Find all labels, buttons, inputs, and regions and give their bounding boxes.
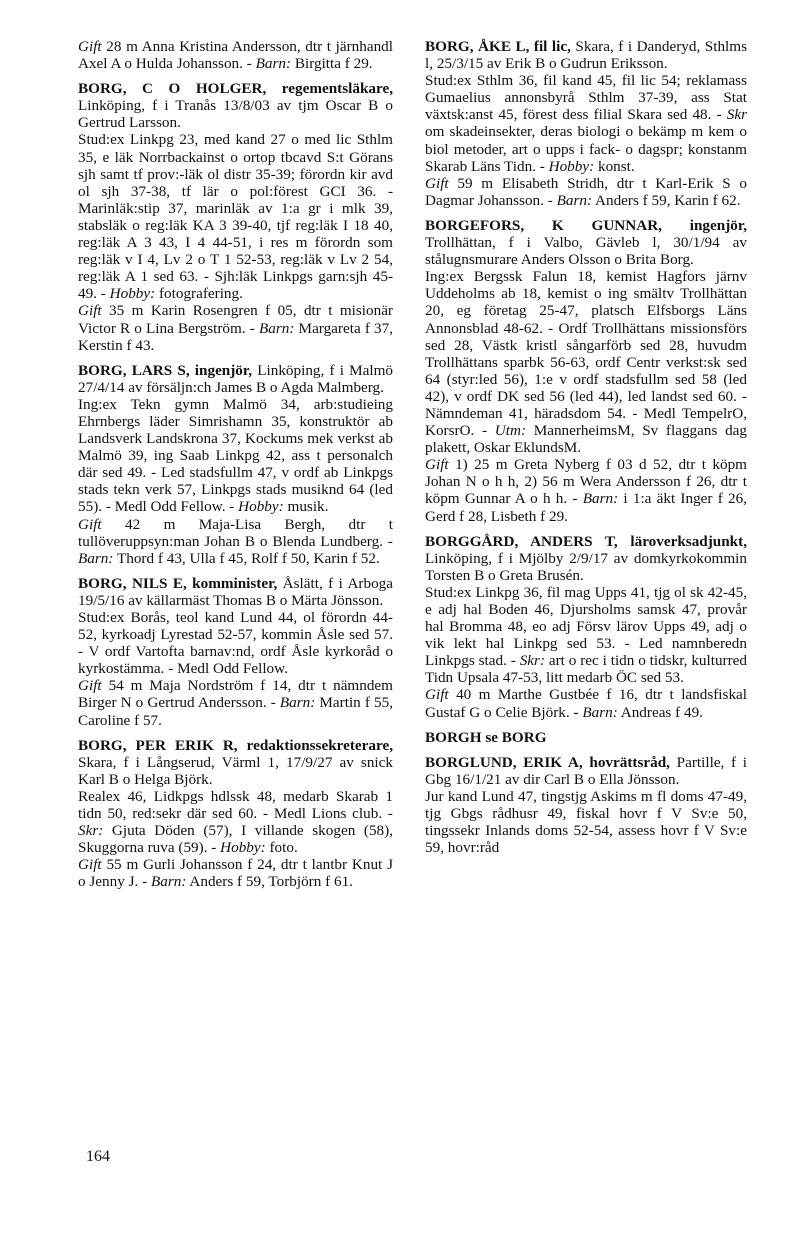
entry-career: Ing:ex Tekn gymn Malmö 34, arb:studieing Ehrnbergs läder Simrishamn 35, konstruktör ab Landsverk Landskrona 37, Kockums mek verkst ab Malmö 39, ing Saab Linkpg 42, ass t personalch där sed 49. - Led stadsfullm 47, v ordf ab Linkpgs stads tekn verk 57, Linkpgs stads musiknd 64 (led 55). - Medl Odd Fellow. -	[78, 395, 393, 516]
entry-career: Stud:ex Sthlm 36, fil kand 45, fil lic 54; reklamass Gumaelius annonsbyrå Sthlm 37-39, ass Stat växtsk:anst 45, förest dess filial Skara sed 48. -	[425, 72, 747, 124]
barn-text: Andreas f 49.	[617, 703, 703, 721]
gift-text: 42 m Maja-Lisa Bergh, dtr t tullöveruppsyn:man Johan B o Blenda Lundberg. -	[78, 515, 393, 550]
entry-borg-ake	[425, 38, 747, 209]
barn-label: Barn:	[582, 490, 619, 508]
entry-birth: Linköping, f i Mjölby 2/9/17 av domkyrkokommin Torsten B o Greta Brusén.	[425, 549, 747, 584]
page-number: 164	[86, 1148, 110, 1165]
barn-label: Barn:	[279, 694, 316, 712]
entry-borgefors	[425, 217, 747, 525]
skr-label: Skr	[726, 106, 747, 124]
entry-borggard	[425, 533, 747, 721]
barn-label: Barn:	[582, 703, 618, 721]
hobby-text: musik.	[283, 498, 329, 516]
entry-career: Stud:ex Borås, teol kand Lund 44, ol förordn 44-52, kyrkoadj Lyrestad 52-57, kommin Åsle sed 57. - V ordf Vartofta barnav:nd, ordf Åsle kyrkoråd o kyrkostämma. - Medl Odd Fellow.	[78, 609, 393, 678]
entry-borglund	[425, 754, 747, 857]
entry-borg-lars	[78, 362, 393, 567]
gift-label: Gift	[78, 515, 102, 533]
entry-career: Realex 46, Lidkpgs hdlssk 48, medarb Skarab 1 tidn 50, red:sekr där sed 60. - Medl Lions club. -	[78, 787, 393, 823]
entry-heading: BORG, ÅKE L, fil lic,	[425, 38, 571, 55]
gift-text: 40 m Marthe Gustbée f 16, dtr t landsfiskal Gustaf G o Celie Björk. -	[425, 686, 747, 721]
gift-label: Gift	[78, 38, 102, 55]
gift-label: Gift	[78, 302, 102, 320]
barn-label: Barn:	[556, 191, 593, 209]
gift-text: 55 m Gurli Johansson f 24, dtr t lantbr Knut J o Jenny J. -	[78, 856, 393, 891]
barn-label: Barn:	[258, 319, 295, 337]
gift-label: Gift	[425, 174, 449, 192]
entry-heading: BORG, NILS E, komminister,	[78, 574, 278, 592]
entry-borgh	[425, 729, 747, 746]
barn-text: Martin f 55, Caroline f 57.	[78, 694, 393, 729]
entry-birth: Linköping, f i Tranås 13/8/03 av tjm Oscar B o Gertrud Larsson.	[78, 97, 393, 132]
barn-label: Barn:	[255, 55, 292, 73]
entry-heading: BORG, PER ERIK R, redaktionssekreterare,	[78, 736, 393, 754]
entry-birth: Skara, f i Långserud, Värml 1, 17/9/27 av snick Karl B o Helga Björk.	[78, 753, 393, 788]
entry-birth: Skara, f i Danderyd, Sthlms l, 25/3/15 av Erik B o Gudrun Eriksson.	[425, 38, 747, 73]
hobby-text: foto.	[265, 839, 298, 857]
barn-label: Barn:	[150, 873, 187, 891]
skr-text: Gjuta Döden (57), I villande skogen (58), Skuggorna ruva (59). -	[78, 822, 393, 857]
barn-text: i 1:a äkt Inger f 26, Gerd f 28, Lisbeth f 29.	[425, 490, 747, 525]
entry-heading: BORGGÅRD, ANDERS T, läroverksadjunkt,	[425, 532, 747, 550]
entry-career: Jur kand Lund 47, tingstjg Askims m fl doms 47-49, tjg Gbgs rådhusr 49, fiskal hovr f V Sv:e 50, tingssekr Inlands doms 52-54, assess hovr f V Sv:e 59, hovr:råd	[425, 787, 747, 857]
skr-label: Skr:	[519, 652, 546, 670]
hobby-text: konst.	[594, 157, 635, 175]
entry-career: Stud:ex Linkpg 23, med kand 27 o med lic Sthlm 35, e läk Norrbackainst o ortop tbcavd S:t Görans sjh samt tf prov:-läk ol distr 35-39; förordn kir avd ol sjh 37-38, tf lär o pol:förest GCI 36. - Marinläk:stip 37, marinläk av 1:a gr i mlk 39, stabsläk o reg:läk KA 3 39-40, tjf reg:läk I 18 40, reg:läk A 3 43, I 4 44-51, i res m förordn som reg:läk v I 4, Lv 2 o T 1 52-53, reg:läk v Lv 2 54, reg:läk A 1 sed 63. - Sjh:läk Linkpgs garn:sjh 45-49. -	[78, 131, 393, 303]
entry-heading: BORGLUND, ERIK A, hovrättsråd,	[425, 753, 670, 771]
skr-text: om skadeinsekter, deras biologi o bekämp m kem o biol metoder, art o upps i fack- o dagspr; konstanm Skarab Läns Tidn. -	[425, 123, 747, 175]
hobby-text: fotografering.	[155, 285, 243, 303]
entry-birth: Åslätt, f i Arboga 19/5/16 av källarmäst Thomas B o Märta Jönsson.	[78, 574, 393, 609]
gift-label: Gift	[78, 677, 102, 695]
utm-text: MannerheimsM, Sv flaggans dag plakett, Oskar EklundsM.	[425, 422, 747, 457]
hobby-label: Hobby:	[220, 839, 266, 857]
hobby-label: Hobby:	[548, 157, 595, 175]
gift-text: 28 m Anna Kristina Andersson, dtr t järnhandl Axel A o Hulda Johansson. -	[78, 38, 393, 73]
entry-heading: BORGH se BORG	[425, 728, 547, 746]
barn-text: Thord f 43, Ulla f 45, Rolf f 50, Karin f 52.	[113, 549, 380, 567]
skr-text: art o rec i tidn o tidskr, kulturred Tidn Upsala 47-53, litt medarb ÖC sed 53.	[425, 652, 747, 687]
barn-text: Birgitta f 29.	[291, 55, 373, 73]
barn-text: Margareta f 37, Kerstin f 43.	[78, 319, 394, 354]
entry-borg-holger	[78, 80, 393, 354]
entry-heading: BORG, C O HOLGER, regementsläkare,	[78, 80, 393, 98]
hobby-label: Hobby:	[238, 498, 284, 516]
entry-heading: BORG, LARS S, ingenjör,	[78, 361, 253, 379]
gift-text: 1) 25 m Greta Nyberg f 03 d 52, dtr t köpm Johan N o h h, 2) 56 m Wera Andersson f 26, dtr t köpm Gunnar A o h h. -	[425, 456, 747, 508]
gift-text: 59 m Elisabeth Stridh, dtr t Karl-Erik S o Dagmar Johansson. -	[425, 174, 747, 209]
entry-borg-intro	[78, 38, 393, 72]
barn-label: Barn:	[78, 549, 114, 567]
barn-text: Anders f 59, Torbjörn f 61.	[186, 873, 353, 891]
utm-label: Utm:	[494, 422, 527, 440]
gift-text: 54 m Maja Nordström f 14, dtr t nämndem Birger N o Gertrud Andersson. -	[78, 677, 393, 712]
entry-birth: Partille, f i Gbg 16/1/21 av dir Carl B o Ella Jönsson.	[425, 753, 747, 788]
entry-borg-nils	[78, 575, 393, 729]
entry-heading: BORGEFORS, K GUNNAR, ingenjör,	[425, 216, 747, 234]
entry-career: Ing:ex Bergssk Falun 18, kemist Hagfors järnv Uddeholms ab 18, kemist o ing smältv Trollhättan 20, eg företag 25-47, platsch Elfsborgs Läns Annonsblad 48-62. - Ordf Trollhättans missionsförs sed 28, Västk kristl sångarförb sed 28, huvudm Trollhättans sparbk 56-63, ordf Centr verkst:sk sed 64 (styr:led 56), 1:e v ordf stadsfullm sed 58 (led 42), v ordf DK sed 56 (led 44), led landst sed 60. - Nämndeman 41, häradsdom 54. - Medl TempelrO, KorsrO. -	[425, 268, 747, 440]
skr-label: Skr:	[78, 822, 104, 840]
hobby-label: Hobby:	[109, 285, 156, 303]
gift-label: Gift	[78, 856, 102, 874]
entry-career: Stud:ex Linkpg 36, fil mag Upps 41, tjg ol sk 42-45, e adj hal Boden 46, Djursholms samsk 47, provår hal Bromma 48, eo adj Försv lärov Upps 49, adj o vik lekt hal Linkpg sed 53. - Led namnberedn Linkpgs stad. -	[425, 583, 747, 670]
barn-text: Anders f 59, Karin f 62.	[592, 191, 741, 209]
entry-birth: Linköping, f i Malmö 27/4/14 av försäljn:ch James B o Agda Malmberg.	[78, 361, 393, 396]
entry-borg-per-erik	[78, 737, 393, 891]
gift-label: Gift	[425, 686, 449, 704]
entry-birth: Trollhättan, f i Valbo, Gävleb l, 30/1/94 av stålugnsmurare Anders Olsson o Brita Borg.	[425, 234, 747, 269]
gift-label: Gift	[425, 456, 449, 474]
left-column	[78, 38, 393, 899]
right-column	[425, 38, 747, 864]
gift-text: 35 m Karin Rosengren f 05, dtr t misionär Victor R o Lina Bergström. -	[78, 302, 393, 337]
